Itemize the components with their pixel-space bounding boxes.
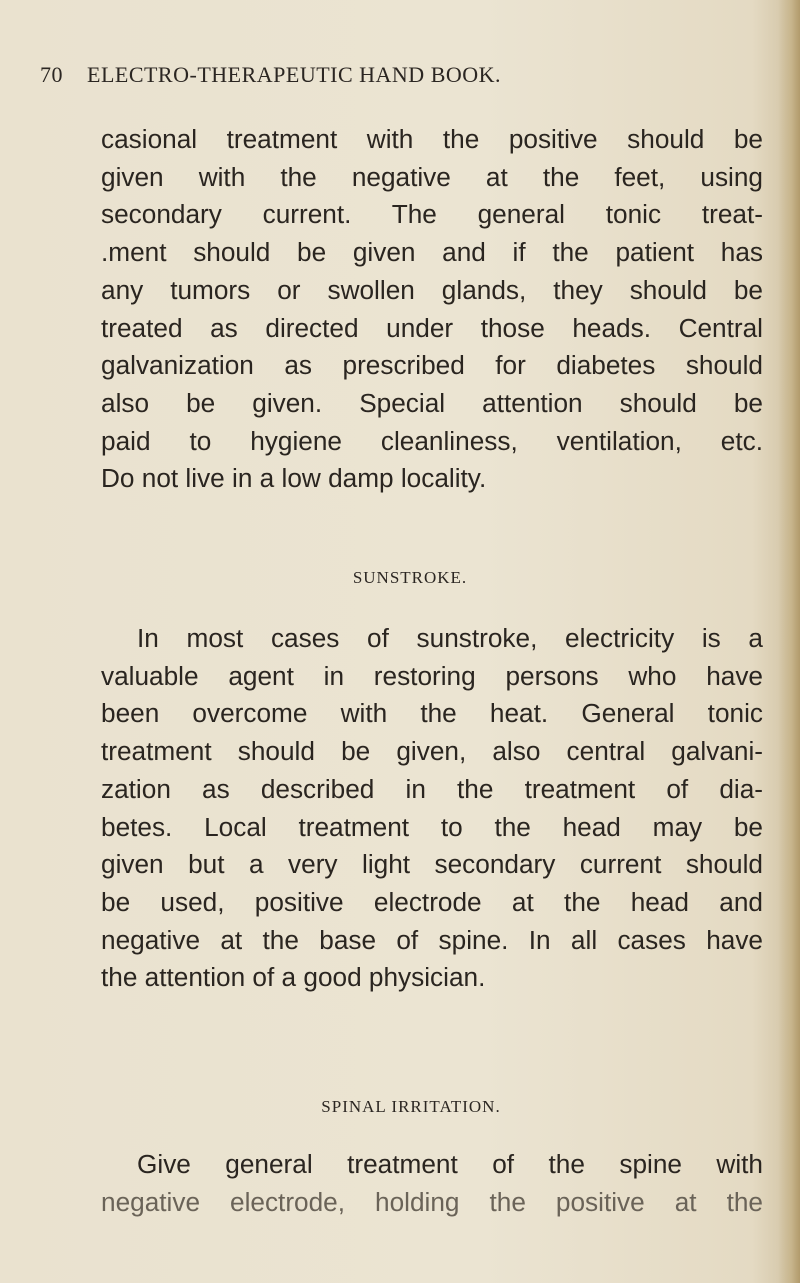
text-line: given with the negative at the feet, using	[101, 161, 763, 192]
text-line: Do not live in a low damp locality.	[101, 463, 487, 494]
text-line: treatment should be given, also central galvani-	[101, 736, 763, 767]
text-line: casional treatment with the positive should be	[101, 124, 763, 154]
text-line: valuable agent in restoring persons who have	[101, 660, 763, 691]
text-line: secondary current. The general tonic treat-	[101, 199, 763, 230]
running-header	[40, 62, 740, 88]
section-heading-spinal-irritation: SPINAL IRRITATION.	[321, 1097, 501, 1116]
running-title: ELECTRO-THERAPEUTIC HAND BOOK.	[87, 62, 502, 87]
text-line: galvanization as prescribed for diabetes should	[101, 350, 763, 381]
text-line: any tumors or swollen glands, they should be	[101, 274, 763, 305]
page-edge-shadow	[778, 0, 800, 1283]
text-line: In most cases of sunstroke, electricity is a	[137, 623, 763, 653]
text-line: .ment should be given and if the patient has	[101, 237, 763, 268]
text-line: negative at the base of spine. In all cases have	[101, 924, 763, 955]
text-line: been overcome with the heat. General tonic	[101, 698, 763, 729]
text-line: treated as directed under those heads. Central	[101, 312, 763, 343]
text-line: Give general treatment of the spine with	[137, 1149, 763, 1179]
text-line: zation as described in the treatment of dia-	[101, 773, 763, 804]
text-line: given but a very light secondary current should	[101, 849, 763, 880]
text-line: the attention of a good physician.	[101, 962, 486, 993]
paragraph-sunstroke	[101, 620, 763, 997]
text-line: also be given. Special attention should be	[101, 387, 763, 418]
text-line: paid to hygiene cleanliness, ventilation, etc.	[101, 425, 763, 456]
page-number: 70	[40, 62, 63, 87]
text-line: be used, positive electrode at the head and	[101, 886, 763, 917]
paragraph-continuation	[101, 121, 763, 498]
text-line: betes. Local treatment to the head may be	[101, 811, 763, 842]
paragraph-spinal-irritation	[101, 1146, 763, 1221]
text-line: negative electrode, holding the positive at the	[101, 1186, 763, 1217]
section-heading-sunstroke: SUNSTROKE.	[352, 568, 468, 587]
